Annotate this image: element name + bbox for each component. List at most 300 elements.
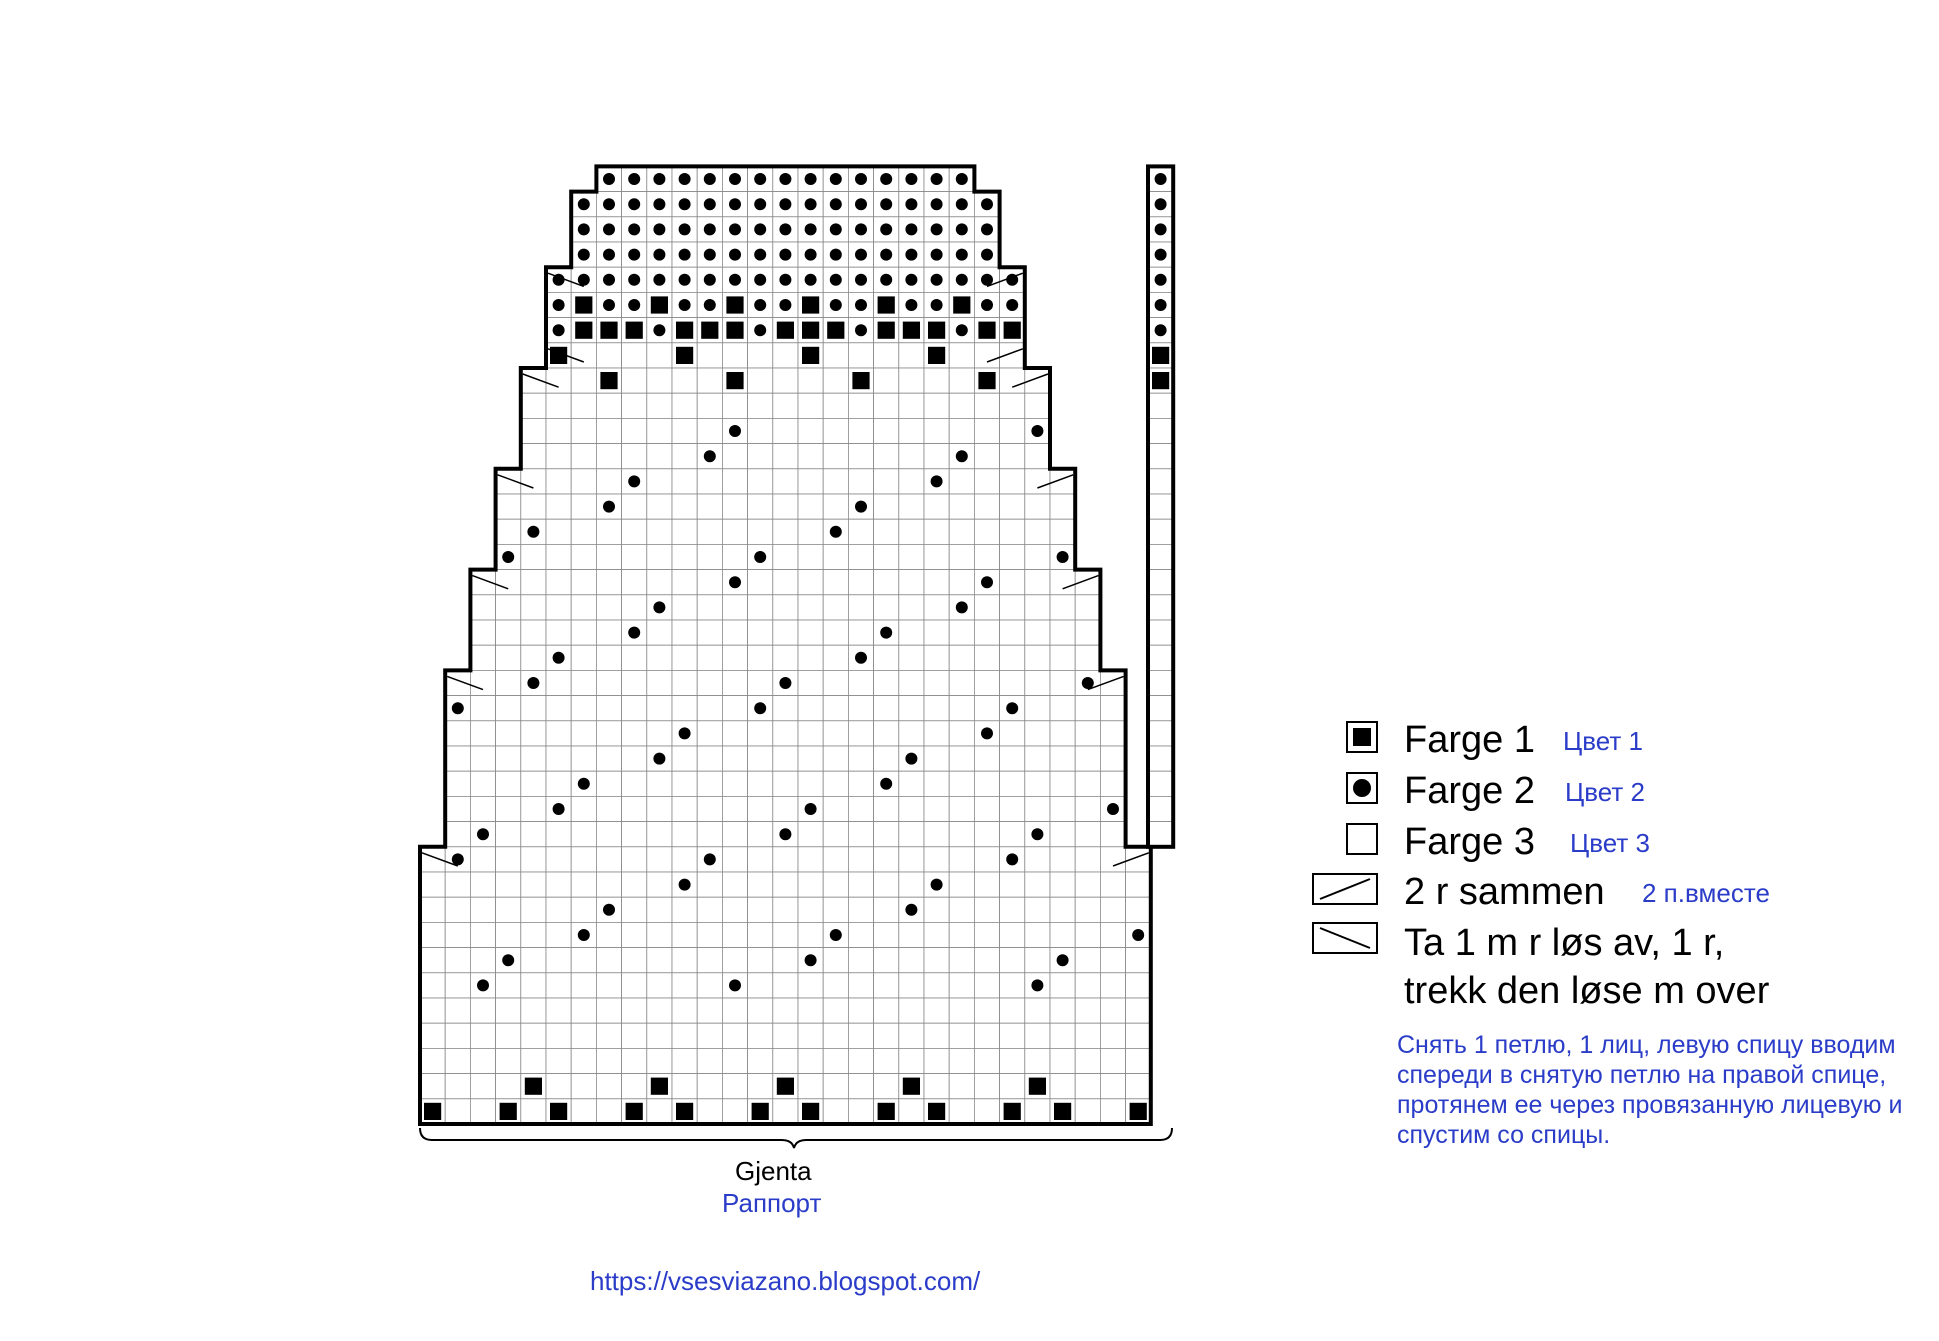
grid-cell — [1000, 494, 1025, 519]
grid-cell — [974, 796, 999, 821]
grid-cell — [874, 570, 899, 595]
grid-cell — [521, 570, 546, 595]
grid-cell — [722, 444, 747, 469]
color2-dot — [553, 803, 565, 815]
grid-cell — [1100, 998, 1125, 1023]
grid-cell — [596, 1099, 621, 1124]
legend-label-color1-ru: Цвет 1 — [1563, 726, 1643, 756]
grid-cell — [521, 645, 546, 670]
grid-cell — [1000, 368, 1025, 393]
strip-cell — [1148, 796, 1173, 821]
grid-cell — [496, 645, 521, 670]
color2-dot — [1155, 198, 1167, 210]
grid-cell — [848, 847, 873, 872]
grid-cell — [1050, 922, 1075, 947]
grid-cell — [546, 544, 571, 569]
grid-cell — [722, 721, 747, 746]
grid-cell — [546, 494, 571, 519]
color2-dot — [830, 198, 842, 210]
grid-cell — [496, 721, 521, 746]
color2-dot — [1155, 173, 1167, 185]
color2-dot — [779, 828, 791, 840]
grid-cell — [470, 1048, 495, 1073]
color2-dot — [1031, 979, 1043, 991]
grid-cell — [1050, 620, 1075, 645]
grid-cell — [848, 822, 873, 847]
color2-dot — [628, 627, 640, 639]
grid-cell — [924, 494, 949, 519]
strip-cell — [1148, 645, 1173, 670]
grid-cell — [672, 444, 697, 469]
grid-cell — [672, 494, 697, 519]
grid-cell — [1050, 670, 1075, 695]
grid-cell — [521, 897, 546, 922]
color2-dot — [931, 173, 943, 185]
grid-cell — [1000, 948, 1025, 973]
grid-cell — [874, 544, 899, 569]
grid-cell — [1126, 973, 1151, 998]
grid-cell — [521, 444, 546, 469]
grid-cell — [1050, 822, 1075, 847]
grid-cell — [445, 998, 470, 1023]
grid-cell — [748, 368, 773, 393]
color2-dot — [855, 198, 867, 210]
color2-dot — [779, 677, 791, 689]
legend-label-color3: Farge 3 — [1404, 821, 1535, 863]
grid-cell — [874, 897, 899, 922]
grid-cell — [773, 620, 798, 645]
grid-cell — [823, 595, 848, 620]
grid-cell — [697, 519, 722, 544]
grid-cell — [1126, 1074, 1151, 1099]
grid-cell — [496, 872, 521, 897]
grid-cell — [596, 570, 621, 595]
color2-dot — [805, 198, 817, 210]
grid-cell — [596, 1023, 621, 1048]
color2-dot — [981, 727, 993, 739]
grid-cell — [722, 544, 747, 569]
grid-cell — [823, 796, 848, 821]
grid-cell — [874, 847, 899, 872]
grid-cell — [622, 519, 647, 544]
grid-cell — [697, 393, 722, 418]
grid-cell — [798, 595, 823, 620]
grid-cell — [874, 393, 899, 418]
grid-cell — [924, 998, 949, 1023]
color2-dot — [779, 223, 791, 235]
grid-cell — [470, 847, 495, 872]
grid-cell — [748, 469, 773, 494]
grid-cell — [949, 1099, 974, 1124]
grid-cell — [1025, 469, 1050, 494]
grid-cell — [1100, 922, 1125, 947]
color2-dot — [905, 173, 917, 185]
grid-cell — [647, 796, 672, 821]
color1-square — [852, 372, 869, 389]
grid-cell — [1025, 519, 1050, 544]
grid-cell — [974, 444, 999, 469]
color2-dot — [880, 223, 892, 235]
grid-cell — [949, 544, 974, 569]
color1-square — [752, 1103, 769, 1120]
color2-dot — [1031, 828, 1043, 840]
color2-dot — [855, 299, 867, 311]
grid-cell — [773, 721, 798, 746]
grid-cell — [748, 343, 773, 368]
color2-dot — [956, 173, 968, 185]
grid-cell — [496, 897, 521, 922]
grid-cell — [748, 418, 773, 443]
grid-cell — [1075, 1048, 1100, 1073]
grid-cell — [672, 368, 697, 393]
grid-cell — [773, 796, 798, 821]
grid-cell — [823, 822, 848, 847]
blog-url-link[interactable]: https://vsesviazano.blogspot.com/ — [590, 1266, 981, 1296]
grid-cell — [874, 973, 899, 998]
grid-cell — [647, 670, 672, 695]
grid-cell — [647, 822, 672, 847]
grid-cell — [1075, 948, 1100, 973]
grid-cell — [470, 696, 495, 721]
grid-cell — [445, 948, 470, 973]
grid-cell — [949, 998, 974, 1023]
grid-cell — [420, 897, 445, 922]
grid-cell — [596, 519, 621, 544]
grid-cell — [823, 771, 848, 796]
color2-dot — [956, 274, 968, 286]
color2-dot — [931, 223, 943, 235]
strip-cell — [1148, 771, 1173, 796]
grid-cell — [1025, 696, 1050, 721]
color2-dot — [653, 198, 665, 210]
grid-cell — [722, 519, 747, 544]
grid-cell — [420, 872, 445, 897]
grid-cell — [1050, 847, 1075, 872]
grid-cell — [823, 469, 848, 494]
color1-square — [676, 1103, 693, 1120]
grid-cell — [546, 922, 571, 947]
grid-cell — [722, 746, 747, 771]
grid-cell — [1000, 998, 1025, 1023]
grid-cell — [1025, 948, 1050, 973]
color2-dot — [704, 198, 716, 210]
strip-cell — [1148, 595, 1173, 620]
grid-cell — [622, 570, 647, 595]
color2-dot — [956, 198, 968, 210]
grid-cell — [496, 595, 521, 620]
legend-empty-box — [1347, 824, 1377, 854]
color1-square — [1054, 1103, 1071, 1120]
grid-cell — [722, 620, 747, 645]
grid-cell — [899, 1048, 924, 1073]
grid-cell — [798, 519, 823, 544]
grid-cell — [672, 897, 697, 922]
color2-dot — [679, 727, 691, 739]
grid-cell — [748, 494, 773, 519]
color2-dot — [1006, 853, 1018, 865]
grid-cell — [571, 343, 596, 368]
grid-cell — [1050, 796, 1075, 821]
legend-label-color3-ru: Цвет 3 — [1570, 828, 1650, 858]
grid-cell — [823, 544, 848, 569]
grid-cell — [470, 796, 495, 821]
grid-cell — [470, 1023, 495, 1048]
grid-cell — [470, 771, 495, 796]
grid-cell — [974, 973, 999, 998]
grid-cell — [798, 922, 823, 947]
grid-cell — [899, 822, 924, 847]
grid-cell — [596, 343, 621, 368]
color1-square — [802, 296, 819, 313]
grid-cell — [899, 343, 924, 368]
grid-cell — [798, 620, 823, 645]
grid-cell — [1100, 1023, 1125, 1048]
strip-cell — [1148, 721, 1173, 746]
grid-cell — [470, 897, 495, 922]
grid-cell — [748, 670, 773, 695]
grid-cell — [949, 670, 974, 695]
grid-cell — [899, 670, 924, 695]
grid-cell — [697, 948, 722, 973]
grid-cell — [647, 444, 672, 469]
grid-cell — [722, 494, 747, 519]
color2-dot — [679, 879, 691, 891]
strip-cell — [1148, 670, 1173, 695]
color2-dot — [729, 223, 741, 235]
grid-cell — [546, 670, 571, 695]
color2-dot — [1057, 954, 1069, 966]
grid-cell — [949, 796, 974, 821]
grid-cell — [899, 696, 924, 721]
grid-cell — [470, 645, 495, 670]
grid-cell — [773, 897, 798, 922]
grid-cell — [1000, 822, 1025, 847]
grid-cell — [672, 393, 697, 418]
color2-dot — [628, 299, 640, 311]
grid-cell — [445, 796, 470, 821]
color2-dot — [1155, 274, 1167, 286]
grid-cell — [773, 771, 798, 796]
grid-cell — [420, 922, 445, 947]
color2-dot — [855, 223, 867, 235]
color2-dot — [1006, 702, 1018, 714]
grid-cell — [773, 393, 798, 418]
color1-square — [600, 372, 617, 389]
grid-cell — [1000, 570, 1025, 595]
grid-cell — [697, 670, 722, 695]
color2-dot — [956, 249, 968, 261]
grid-cell — [1050, 595, 1075, 620]
grid-cell — [722, 393, 747, 418]
grid-cell — [647, 1099, 672, 1124]
grid-cell — [697, 897, 722, 922]
grid-cell — [899, 872, 924, 897]
grid-cell — [445, 721, 470, 746]
color2-dot — [729, 198, 741, 210]
strip-cell — [1148, 746, 1173, 771]
strip-cell — [1148, 519, 1173, 544]
legend-label-k2tog-ru: 2 п.вместе — [1642, 878, 1770, 908]
grid-cell — [672, 822, 697, 847]
color2-dot — [1155, 249, 1167, 261]
grid-cell — [823, 645, 848, 670]
grid-cell — [848, 796, 873, 821]
grid-cell — [445, 922, 470, 947]
color2-dot — [1006, 299, 1018, 311]
color2-dot — [805, 249, 817, 261]
grid-cell — [1050, 897, 1075, 922]
grid-cell — [773, 973, 798, 998]
legend-label-color1: Farge 1 — [1404, 719, 1535, 761]
grid-cell — [571, 897, 596, 922]
color1-square — [978, 372, 995, 389]
grid-cell — [773, 746, 798, 771]
grid-cell — [974, 771, 999, 796]
grid-cell — [521, 494, 546, 519]
grid-cell — [622, 670, 647, 695]
grid-cell — [874, 1048, 899, 1073]
grid-cell — [924, 847, 949, 872]
grid-cell — [521, 948, 546, 973]
legend-dot-fill — [1353, 779, 1371, 797]
color2-dot — [603, 223, 615, 235]
color2-dot — [704, 450, 716, 462]
grid-cell — [773, 343, 798, 368]
grid-cell — [874, 368, 899, 393]
color1-square — [777, 1078, 794, 1095]
grid-cell — [823, 721, 848, 746]
grid-cell — [949, 469, 974, 494]
grid-cell — [874, 1074, 899, 1099]
grid-cell — [672, 469, 697, 494]
grid-cell — [974, 544, 999, 569]
grid-cell — [949, 973, 974, 998]
grid-cell — [874, 948, 899, 973]
grid-cell — [848, 973, 873, 998]
grid-cell — [596, 922, 621, 947]
color2-dot — [578, 198, 590, 210]
grid-cell — [798, 721, 823, 746]
color1-square — [827, 322, 844, 339]
grid-cell — [748, 519, 773, 544]
grid-cell — [773, 494, 798, 519]
color2-dot — [754, 702, 766, 714]
color2-dot — [527, 526, 539, 538]
grid-cell — [1075, 922, 1100, 947]
color2-dot — [905, 274, 917, 286]
grid-cell — [1050, 696, 1075, 721]
grid-cell — [748, 897, 773, 922]
grid-cell — [470, 620, 495, 645]
grid-cell — [874, 822, 899, 847]
grid-cell — [1075, 620, 1100, 645]
grid-cell — [647, 771, 672, 796]
legend-label-k2tog: 2 r sammen — [1404, 871, 1605, 913]
color1-square — [651, 296, 668, 313]
grid-cell — [596, 1074, 621, 1099]
grid-cell — [722, 595, 747, 620]
grid-cell — [748, 998, 773, 1023]
color2-dot — [628, 173, 640, 185]
grid-cell — [1050, 872, 1075, 897]
grid-cell — [1025, 721, 1050, 746]
color2-dot — [905, 299, 917, 311]
grid-cell — [848, 519, 873, 544]
grid-cell — [748, 771, 773, 796]
grid-cell — [697, 796, 722, 821]
grid-cell — [974, 469, 999, 494]
grid-cell — [697, 469, 722, 494]
grid-cell — [798, 1074, 823, 1099]
grid-cell — [848, 746, 873, 771]
color1-square — [878, 322, 895, 339]
repeat-brace — [420, 1128, 1172, 1148]
color2-dot — [830, 223, 842, 235]
color2-dot — [855, 249, 867, 261]
grid-cell — [848, 469, 873, 494]
grid-cell — [470, 948, 495, 973]
grid-cell — [672, 519, 697, 544]
grid-cell — [874, 444, 899, 469]
color1-square — [953, 296, 970, 313]
grid-cell — [974, 670, 999, 695]
grid-cell — [596, 822, 621, 847]
color2-dot — [1107, 803, 1119, 815]
color2-dot — [754, 198, 766, 210]
color2-dot — [704, 274, 716, 286]
grid-cell — [722, 796, 747, 821]
color2-dot — [653, 601, 665, 613]
color2-dot — [603, 274, 615, 286]
grid-cell — [571, 1023, 596, 1048]
grid-cell — [748, 1048, 773, 1073]
grid-cell — [546, 948, 571, 973]
grid-cell — [874, 418, 899, 443]
color2-dot — [981, 576, 993, 588]
grid-cell — [420, 1048, 445, 1073]
grid-cell — [899, 847, 924, 872]
grid-cell — [546, 998, 571, 1023]
color2-dot — [754, 324, 766, 336]
grid-cell — [1000, 519, 1025, 544]
grid-cell — [823, 1023, 848, 1048]
grid-cell — [748, 822, 773, 847]
grid-cell — [722, 771, 747, 796]
grid-cell — [848, 343, 873, 368]
grid-cell — [874, 1023, 899, 1048]
grid-cell — [874, 343, 899, 368]
grid-cell — [622, 721, 647, 746]
grid-cell — [647, 544, 672, 569]
grid-cell — [571, 1074, 596, 1099]
grid-cell — [974, 746, 999, 771]
grid-cell — [798, 544, 823, 569]
grid-cell — [1025, 897, 1050, 922]
grid-cell — [596, 620, 621, 645]
grid-cell — [546, 897, 571, 922]
grid-cell — [1075, 645, 1100, 670]
grid-cell — [672, 746, 697, 771]
grid-cell — [1126, 872, 1151, 897]
grid-cell — [974, 494, 999, 519]
grid-cell — [672, 948, 697, 973]
grid-cell — [773, 1048, 798, 1073]
color2-dot — [956, 324, 968, 336]
grid-cell — [974, 1023, 999, 1048]
grid-cell — [571, 595, 596, 620]
grid-cell — [899, 469, 924, 494]
color1-square — [575, 296, 592, 313]
